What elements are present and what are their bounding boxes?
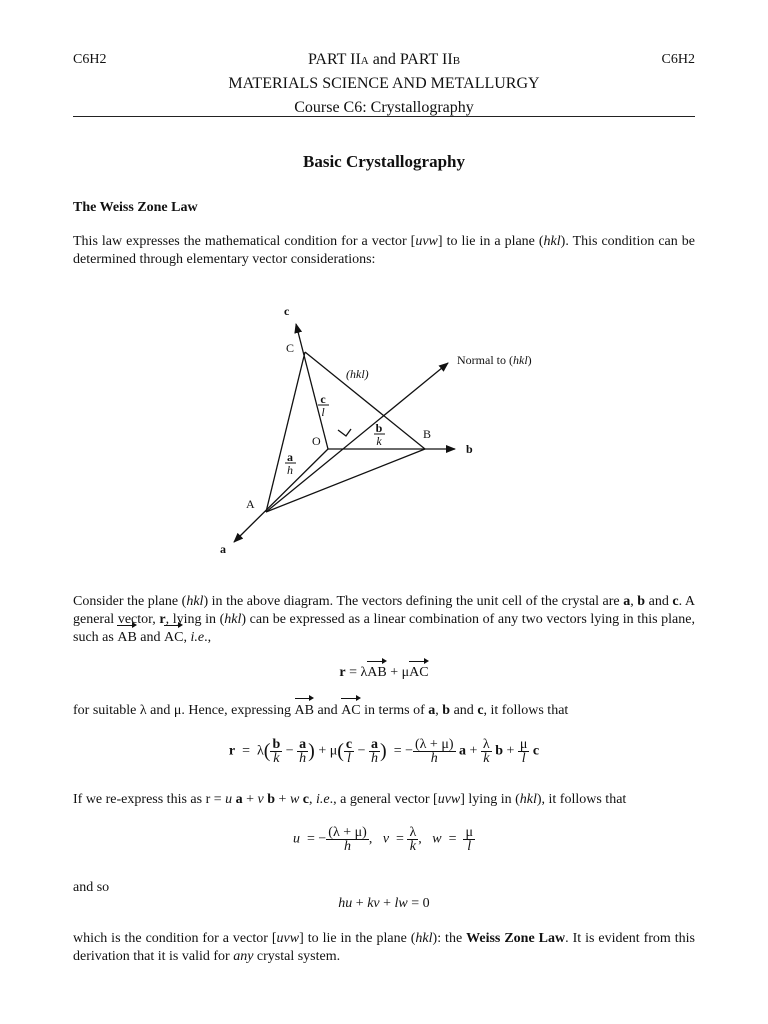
page-title: Basic Crystallography — [303, 152, 465, 171]
frac-a-den: h — [287, 463, 293, 477]
axis-c-line — [296, 324, 328, 449]
frac-c-den: l — [321, 405, 325, 419]
frac-c-num: c — [320, 392, 326, 406]
label-axis-b: b — [466, 442, 473, 456]
header-department: MATERIALS SCIENCE AND METALLURGY — [228, 75, 540, 92]
edge-AC — [266, 352, 305, 512]
header-part-line: PART IIA and PART IIB — [307, 51, 461, 68]
header-left-code: C6H2 — [73, 52, 107, 67]
suitable-paragraph: for suitable λ and μ. Hence, expressing AB and AC in terms of a, b and c, it follows that — [73, 702, 695, 720]
conclusion-paragraph: which is the condition for a vector [uvw] to lie in the plane (hkl): the Weiss Zone Law. It is evident from this derivation that it is valid for any crystal system. — [73, 931, 696, 964]
consider-paragraph: Consider the plane (hkl) in the above diagram. The vectors defining the unit cell of the crystal are a, b and c. A general vector, r, lying in (hkl) can be expressed as a linear combination of any two vectors lying in this plane, such as AB and AC , i.e., — [73, 594, 696, 645]
frac-a-num: a — [287, 450, 293, 464]
equation-weiss-zone-law: hu + kv + lw = 0 — [338, 896, 430, 911]
label-plane: (hkl) — [346, 367, 369, 381]
normal-line — [266, 363, 448, 512]
equation-r-combination: r = λAB + μAC — [0, 665, 768, 681]
intro-paragraph: This law expresses the mathematical condition for a vector [uvw] to lie in a plane (hkl). This condition can be determined through elementary vector considerations: — [73, 234, 695, 267]
header-course: Course C6: Crystallography — [294, 99, 474, 116]
right-angle-mark — [338, 429, 351, 436]
and-so-text: and so — [73, 880, 110, 895]
section-heading: The Weiss Zone Law — [73, 200, 198, 215]
reexpress-paragraph: If we re-express this as r = u a + v b + w c, i.e., a general vector [uvw] lying in (hkl), it follows that — [73, 792, 627, 807]
label-point-O: O — [312, 434, 321, 448]
frac-b-den: k — [376, 434, 382, 448]
label-point-A: A — [246, 497, 255, 511]
equation-uvw: u = − $\frac{(\lambda + \mu)}{h}$ , v = $\frac{\lambda}{k}$ , w = $\frac{\mu}{l}$ — [293, 825, 473, 854]
frac-b-num: b — [375, 421, 383, 435]
label-normal: Normal to (hkl) — [457, 353, 532, 367]
label-axis-a: a — [220, 542, 226, 556]
header-right-code: C6H2 — [661, 52, 695, 67]
label-point-B: B — [423, 427, 432, 441]
label-point-C: C — [286, 341, 295, 355]
label-axis-c: c — [284, 304, 290, 318]
axis-a-line — [234, 449, 328, 542]
equation-r-expanded: r = λ( $\frac{b}{k}$ − $\frac{a}{h}$ ) + μ( $\frac{c}{l}$ − $\frac{a}{h}$ ) = − $\frac{(\lambda + \mu)}{h}$ a + $\frac{\lambda}{k}$ b + $\frac{\mu}{l}$ c — [228, 737, 540, 766]
